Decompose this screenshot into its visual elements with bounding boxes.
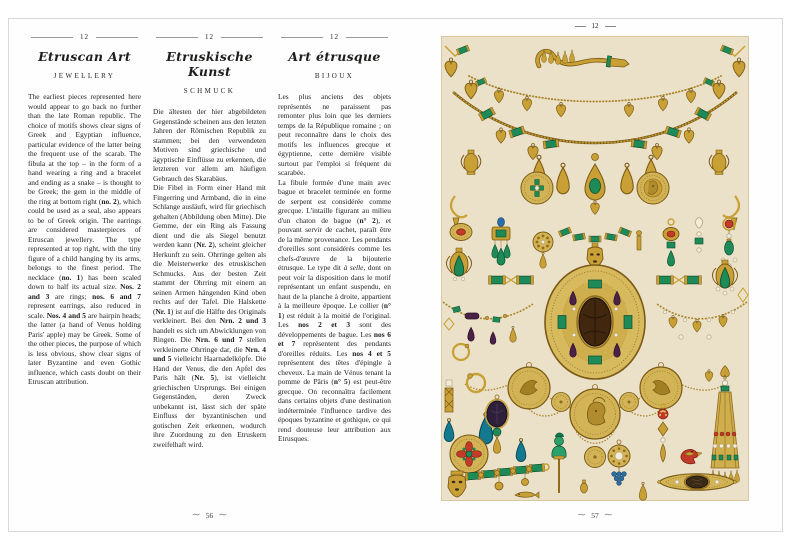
column-title: Etruscan Art — [38, 49, 131, 64]
left-medallion — [521, 172, 553, 204]
chapter-number: 12 — [80, 33, 89, 41]
column-subtitle: SCHMUCK — [183, 87, 236, 95]
jewellery-plate-illustration — [441, 36, 749, 501]
column-subtitle: BIJOUX — [314, 72, 355, 80]
page-number-left — [28, 511, 391, 520]
book-spread — [8, 18, 783, 532]
chapter-number: 12 — [591, 22, 599, 30]
rule-line — [96, 37, 138, 38]
plate-header-rule — [441, 19, 749, 33]
rule-line — [31, 37, 73, 38]
column-header-rule — [278, 33, 391, 41]
page-number-value: 57 — [591, 511, 599, 520]
flourish-icon: ∼ — [577, 509, 587, 521]
flourish-icon: ∼ — [218, 509, 228, 521]
rule-line — [605, 26, 616, 27]
page-number-right — [441, 511, 749, 520]
column-subtitle: JEWELLERY — [53, 72, 116, 80]
column-title: Art étrusque — [288, 49, 381, 64]
filigree-flower-brooch — [450, 435, 488, 473]
rule-line — [575, 26, 586, 27]
rule-line — [346, 37, 388, 38]
coin-pendant — [585, 447, 606, 468]
chapter-number: 12 — [330, 33, 339, 41]
column-body-text: Les plus anciens des objets représentés ne paraissent pas remonter plus loin que les derniers temps de la République romaine ; on peut reconnaître dans le choix des motifs les influences grecque et égyptienne, cette dernière visible surtout par l'emploi si fréquent du scarabée. La fibule formée d'une main avec bague et bracelet terminée en forme de serpent est considérée comme grecque. L'intaille figurant au milieu d'un chaton de bague (n° 2), et pouvant servir de cachet, paraît être de la même provenance. Les pendants d'oreilles sont considérés comme les chefs-d'œuvre de la bijouterie étrusque. Le type dit à selle, dont on peut voir la disposition dans le motif représentant un enfant suspendu, en haut de la planche à droite, appartient à la meilleure époque. Le collier (n° 1) est réduit à la moitié de l'original. Les nos 2 et 3 sont des développements de bague. Les nos 6 et 7 représentent des pendants d'oreilles réduits. Les nos 4 et 5 représentent des têtes d'épingle à cheveux. La main de Vénus tenant la pomme de Pâris (n° 5) est peut-être grecque. On reconnaîtra facilement dans certains objets d'une destination indéterminée l'influence tardive des époques byzantine et gothique, ce qui rend douteuse leur attribution aux Etrusques. — [278, 92, 392, 443]
column-header-rule — [28, 33, 141, 41]
rule-line — [281, 37, 323, 38]
page-number-value: 56 — [205, 511, 214, 520]
rule-line — [221, 37, 263, 38]
text-column-french — [278, 33, 391, 444]
text-column-english — [28, 33, 141, 387]
flourish-icon: ∼ — [603, 509, 613, 521]
right-medallion-face — [637, 172, 669, 204]
column-body-text: The earliest pieces represented here would appear to go back no further than the late Roman republic. The choice of motifs shows clear signs of Greek and Egyptian influence, particular evidence of the latter being the frequent use of the scarab. The fibula at the top – in the form of a hand wearing a ring and a bracelet and ending as a snake – is thought to be Greek; the gem in the middle of the ring at bottom right (no. 2), which could be used as a seal, also appears to be of Greek origin. The earrings are considered masterpieces of Etruscan jewellery. The type represented at top right, with the tiny figure of a child hanging by its arms, belongs to the finest period. The necklace (no. 1) has been scaled down to half its actual size. Nos. 2 and 3 are rings; nos. 6 and 7 represent earrings, also reduced in scale. Nos. 4 and 5 are hairpin heads; the latter (a hand of Venus holding Paris' apple) may be Greek. Some of the other pieces, the purpose of which is less obvious, show clear signs of later Byzantine and even Gothic influence, which casts doubt on their Etruscan attribution. — [28, 92, 142, 386]
chapter-number: 12 — [205, 33, 214, 41]
rule-line — [156, 37, 198, 38]
column-title: Etruskische Kunst — [166, 49, 253, 79]
figurine-pendant — [637, 231, 642, 251]
column-header-rule — [153, 33, 266, 41]
jewellery-plate — [441, 36, 749, 501]
column-body-text: Die ältesten der hier abgebildeten Gegenstände scheinen aus den letzten Jahren der Römischen Republik zu stammen; bei den verwendeten Motiven sind griechische und ägyptische Einflüsse zu erkennen, die letzteren vor allem am häufigen Gebrauch des Skarabäus. Die Fibel in Form einer Hand mit Fingerring und Armband, die in eine Schlange ausläuft, wird für griechisch gehalten (Abbildung oben Mitte). Die Gemme, der ein Ring als Fassung dient und die als Siegel benutzt werden kann (Nr. 2), scheint gleicher Herkunft zu sein. Ohrringe gelten als die Meisterwerke des etruskischen Schmucks. Aus der besten Zeit stammt der Ohrring mit einem an seinen Armen hängenden Kind oben rechts auf der Tafel. Die Halskette (Nr. 1) ist auf die Hälfte des Originals verkleinert. Bei den Nrn. 2 und 3 handelt es sich um Abwicklungen von Ringen. Die Nrn. 6 und 7 stellen verkleinerte Ohrringe dar, die Nrn. 4 und 5 vielleicht Haarnadelköpfe. Die Hand der Venus, die den Apfel des Paris hält (Nr. 5), ist vielleicht griechischen Ursprungs. Bei einigen Gegenständen, deren Zweck unbekannt ist, lässt sich der späte Einfluss der byzantinischen und gotischen Zeit erkennen, wodurch ihre Zuordnung zu den Etruskern zweifelhaft wird. — [153, 107, 266, 449]
central-scarab-brooch — [545, 265, 645, 379]
lattice-earring-far-left — [444, 380, 454, 442]
flourish-icon: ∼ — [191, 509, 201, 521]
text-column-german — [153, 33, 266, 449]
red-gem-brooch-left — [450, 224, 472, 241]
